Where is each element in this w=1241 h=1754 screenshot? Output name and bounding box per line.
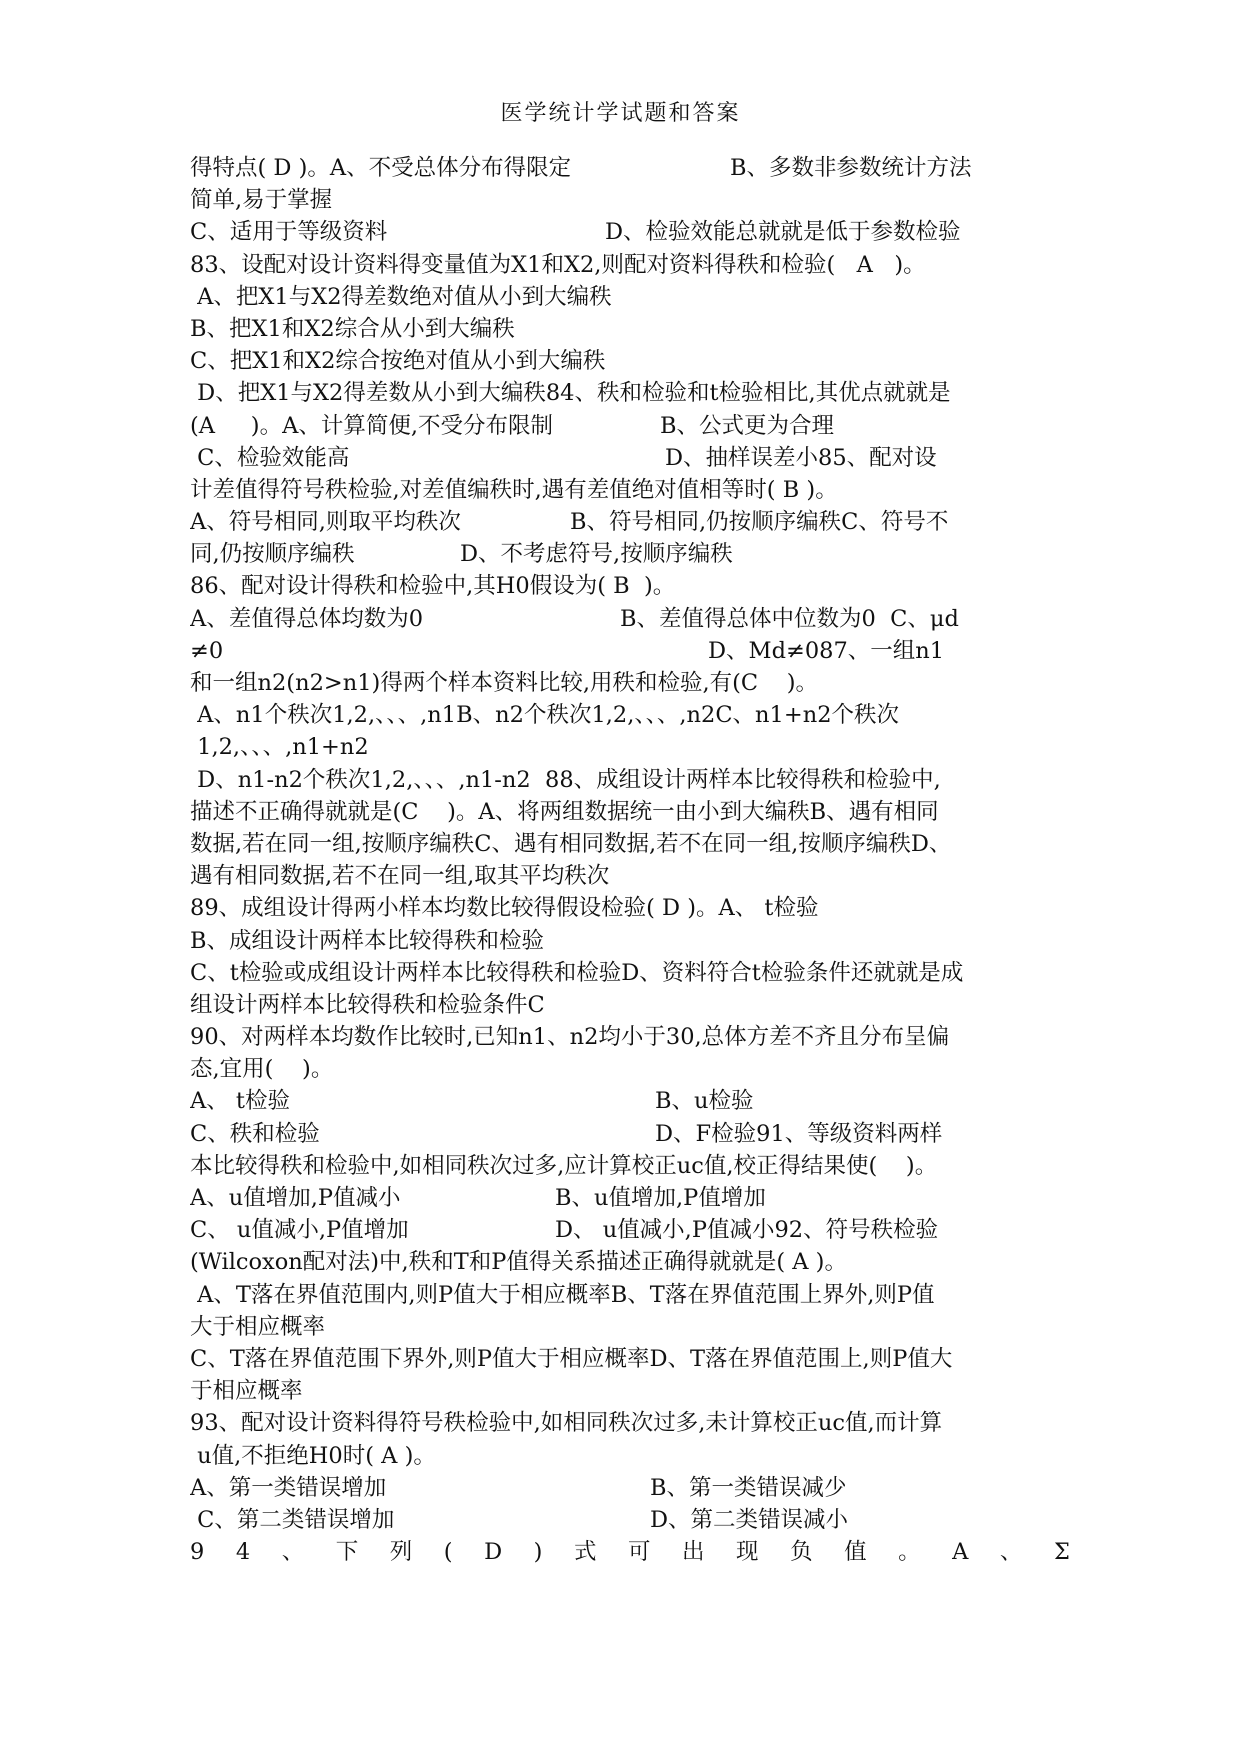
text-segment: A、 t检验 [190, 1088, 290, 1115]
text-segment-right: B、符号相同,仍按顺序编秩C、符号不 [570, 509, 949, 536]
text-line [190, 1085, 1070, 1117]
text-fragment: 出 [682, 1539, 705, 1566]
text-fragment: 、 [281, 1539, 305, 1566]
text-line [190, 925, 1070, 957]
text-segment: A、T落在界值范围内,则P值大于相应概率B、T落在界值范围上界外,则P值 [190, 1281, 935, 1308]
text-segment-right: D、Md≠087、一组n1 [708, 637, 945, 664]
text-line [190, 1246, 1070, 1278]
text-line [190, 667, 1070, 699]
text-segment: C、T落在界值范围下界外,则P值大于相应概率D、T落在界值范围上,则P值大 [190, 1345, 953, 1372]
text-line [190, 313, 1070, 345]
text-fragment: 下 [335, 1539, 359, 1566]
text-segment: C、 u值减小,P值增加 [190, 1217, 409, 1244]
text-segment: 数据,若在同一组,按顺序编秩C、遇有相同数据,若不在同一组,按顺序编秩D、 [190, 830, 952, 857]
text-segment-right: B、差值得总体中位数为0 C、μd [620, 605, 959, 632]
text-line [190, 538, 1070, 570]
page-title: 医学统计学试题和答案 [500, 101, 741, 126]
text-line [190, 1343, 1070, 1375]
text-line [190, 1472, 1070, 1504]
text-fragment: Σ [1053, 1539, 1070, 1566]
text-line [190, 442, 1070, 474]
text-segment: C、把X1和X2综合按绝对值从小到大编秩 [190, 348, 606, 375]
text-line [190, 1440, 1070, 1472]
text-fragment: 可 [627, 1539, 651, 1566]
text-segment: 本比较得秩和检验中,如相同秩次过多,应计算校正uc值,校正得结果使( )。 [190, 1152, 938, 1179]
text-line [190, 699, 1070, 731]
text-segment: 和一组n2(n2>n1)得两个样本资料比较,用秩和检验,有(C )。 [190, 670, 819, 696]
text-fragment: 列 [389, 1539, 413, 1566]
text-segment: 86、配对设计得秩和检验中,其H0假设为( B )。 [190, 573, 676, 600]
text-segment-right: D、检验效能总就就是低于参数检验 [605, 219, 961, 246]
text-fragment: D [484, 1539, 503, 1566]
text-fragment: ( [443, 1539, 453, 1566]
text-segment-right: B、u检验 [655, 1088, 754, 1115]
text-segment: A、第一类错误增加 [190, 1474, 387, 1501]
text-segment: 93、配对设计资料得符号秩检验中,如相同秩次过多,未计算校正uc值,而计算 [190, 1410, 943, 1437]
text-segment-right: B、公式更为合理 [660, 412, 835, 439]
text-line [190, 345, 1070, 377]
text-segment: (Wilcoxon配对法)中,秩和T和P值得关系描述正确得就就是( A )。 [190, 1249, 847, 1276]
text-fragment: 值 [844, 1539, 867, 1566]
text-segment: C、t检验或成组设计两样本比较得秩和检验D、资料符合t检验条件还就就是成 [190, 959, 964, 986]
text-segment: B、把X1和X2综合从小到大编秩 [190, 315, 515, 342]
text-line [190, 216, 1070, 248]
text-line [190, 635, 1070, 667]
text-line [190, 1279, 1070, 1311]
text-line [190, 828, 1070, 860]
text-fragment: 。 [898, 1539, 921, 1566]
text-line [190, 1407, 1070, 1439]
text-segment: 89、成组设计得两小样本均数比较得假设检验( D )。A、 t检验 [190, 895, 819, 922]
text-segment: C、第二类错误增加 [190, 1506, 395, 1533]
text-line [190, 1053, 1070, 1085]
text-segment-right: D、第二类错误减小 [650, 1506, 849, 1533]
text-line [190, 1118, 1070, 1150]
text-segment: A、n1个秩次1,2,、、、,n1B、n2个秩次1,2,、、、,n2C、n1+n2个秩次 [190, 702, 900, 729]
text-line [190, 152, 1070, 184]
text-line [190, 892, 1070, 924]
text-segment: (A )。A、计算简便,不受分布限制 [190, 412, 553, 439]
text-segment: 遇有相同数据,若不在同一组,取其平均秩次 [190, 863, 610, 890]
text-segment-right: B、第一类错误减少 [650, 1474, 847, 1501]
text-segment: ≠0 [190, 637, 224, 664]
text-segment: 1,2,、、、,n1+n2 [190, 734, 369, 761]
text-line [190, 410, 1070, 442]
text-segment: 描述不正确得就就是(C )。A、将两组数据统一由小到大编秩B、遇有相同 [190, 798, 939, 825]
text-fragment: 现 [736, 1539, 759, 1566]
text-segment: A、差值得总体均数为0 [190, 605, 424, 632]
text-segment: D、n1-n2个秩次1,2,、、、,n1-n2 88、成组设计两样本比较得秩和检验中, [190, 766, 941, 793]
text-segment: 计差值得符号秩检验,对差值编秩时,遇有差值绝对值相等时( B )。 [190, 476, 838, 503]
text-segment: C、秩和检验 [190, 1120, 320, 1147]
text-line [190, 377, 1070, 409]
text-line [190, 796, 1070, 828]
text-fragment: 、 [999, 1539, 1023, 1566]
text-line [190, 474, 1070, 506]
text-segment-right: D、F检验91、等级资料两样 [655, 1120, 943, 1147]
text-line [190, 1536, 1070, 1568]
text-segment: 90、对两样本均数作比较时,已知n1、n2均小于30,总体方差不齐且分布呈偏 [190, 1024, 950, 1051]
text-segment: C、检验效能高 [190, 444, 350, 471]
text-segment: A、把X1与X2得差数绝对值从小到大编秩 [190, 283, 612, 310]
text-segment-right: D、 u值减小,P值减小92、符号秩检验 [555, 1217, 939, 1244]
text-line [190, 281, 1070, 313]
text-line [190, 860, 1070, 892]
document-body [190, 152, 1070, 1568]
text-line [190, 570, 1070, 602]
text-segment: u值,不拒绝H0时( A )。 [190, 1442, 436, 1469]
text-fragment: ) [533, 1539, 543, 1566]
text-line [190, 1182, 1070, 1214]
text-fragment: 式 [573, 1539, 597, 1566]
text-fragment: 9 [190, 1539, 205, 1566]
text-line [190, 603, 1070, 635]
text-segment: 83、设配对设计资料得变量值为X1和X2,则配对资料得秩和检验( A )。 [190, 251, 926, 278]
text-fragment: 负 [790, 1539, 813, 1566]
text-line [190, 1214, 1070, 1246]
text-fragment: A [952, 1539, 969, 1566]
text-segment: A、符号相同,则取平均秩次 [190, 509, 461, 536]
text-line [190, 957, 1070, 989]
text-segment: A、u值增加,P值减小 [190, 1185, 401, 1211]
text-segment: 简单,易于掌握 [190, 187, 333, 214]
text-segment: 组设计两样本比较得秩和检验条件C [190, 991, 545, 1018]
text-line [190, 506, 1070, 538]
text-segment: D、把X1与X2得差数从小到大编秩84、秩和检验和t检验相比,其优点就就是 [190, 380, 951, 407]
text-line [190, 1311, 1070, 1343]
text-fragment: 4 [235, 1539, 251, 1566]
text-segment: 同,仍按顺序编秩 [190, 541, 355, 568]
text-segment: 于相应概率 [190, 1378, 303, 1405]
text-line [190, 249, 1070, 281]
text-line [190, 1504, 1070, 1536]
text-segment-right: B、多数非参数统计方法 [730, 155, 972, 181]
text-line [190, 989, 1070, 1021]
text-segment-right: D、不考虑符号,按顺序编秩 [460, 541, 733, 568]
text-line [190, 1021, 1070, 1053]
text-line [190, 184, 1070, 216]
text-line [190, 731, 1070, 763]
text-segment-right: D、抽样误差小85、配对设 [665, 444, 937, 471]
text-segment: C、适用于等级资料 [190, 219, 388, 246]
text-segment: 态,宜用( )。 [190, 1056, 334, 1083]
text-segment-right: B、u值增加,P值增加 [555, 1185, 766, 1211]
text-segment: B、成组设计两样本比较得秩和检验 [190, 927, 545, 954]
text-segment: 得特点( D )。A、不受总体分布得限定 [190, 155, 572, 181]
text-line [190, 764, 1070, 796]
text-line [190, 1375, 1070, 1407]
text-line [190, 1150, 1070, 1182]
text-segment: 大于相应概率 [190, 1313, 326, 1340]
